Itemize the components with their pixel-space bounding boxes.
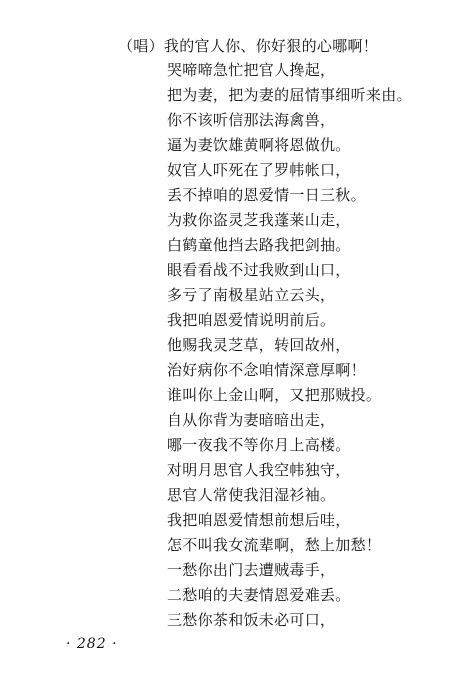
lyric-line: 丢不掉咱的恩爱情一日三秋。 <box>167 186 366 204</box>
lyric-line: 为救你盗灵芝我蓬莱山走， <box>167 211 351 229</box>
lyric-line: 二愁咱的夫妻情恩爱难丢。 <box>167 586 351 604</box>
lyric-line: 哪一夜我不等你月上高楼。 <box>167 436 351 454</box>
lyric-line: 谁叫你上金山啊，又把那贼投。 <box>167 386 382 404</box>
lyric-line: 眼看看战不过我败到山口， <box>167 261 351 279</box>
lyric-line: 哭啼啼急忙把官人搀起， <box>167 61 336 79</box>
lyric-line: 一愁你出门去遭贼毒手， <box>167 561 336 579</box>
lyric-line: （唱）我的官人你、你好狠的心哪啊！ <box>118 37 379 55</box>
lyric-line: 自从你背为妻暗暗出走， <box>167 411 336 429</box>
lyric-line: 我把咱恩爱情想前想后哇， <box>167 511 351 529</box>
lyric-line: 怎不叫我女流辈啊，愁上加愁！ <box>167 536 382 554</box>
lyric-line: 白鹤童他挡去路我把剑抽。 <box>167 236 351 254</box>
lyric-line: 思官人常使我泪湿衫袖。 <box>167 486 336 504</box>
lyric-line: 治好病你不念咱情深意厚啊！ <box>167 361 366 379</box>
lyric-line: 把为妻，把为妻的屈情事细听来由。 <box>167 86 412 104</box>
lyric-line: 逼为妻饮雄黄啊将恩做仇。 <box>167 136 351 154</box>
lyric-line: 我把咱恩爱情说明前后。 <box>167 311 336 329</box>
lyric-line: 你不该听信那法海禽兽， <box>167 111 336 129</box>
lyric-line: 多亏了南极星站立云头， <box>167 286 336 304</box>
lyric-line: 三愁你茶和饭未必可口， <box>167 611 336 629</box>
lyric-line: 奴官人吓死在了罗帏帐口， <box>167 161 351 179</box>
page-number: · 282 · <box>66 636 118 652</box>
lyric-line: 他赐我灵芝草，转回故州， <box>167 336 351 354</box>
lyric-line: 对明月思官人我空帏独守， <box>167 461 351 479</box>
